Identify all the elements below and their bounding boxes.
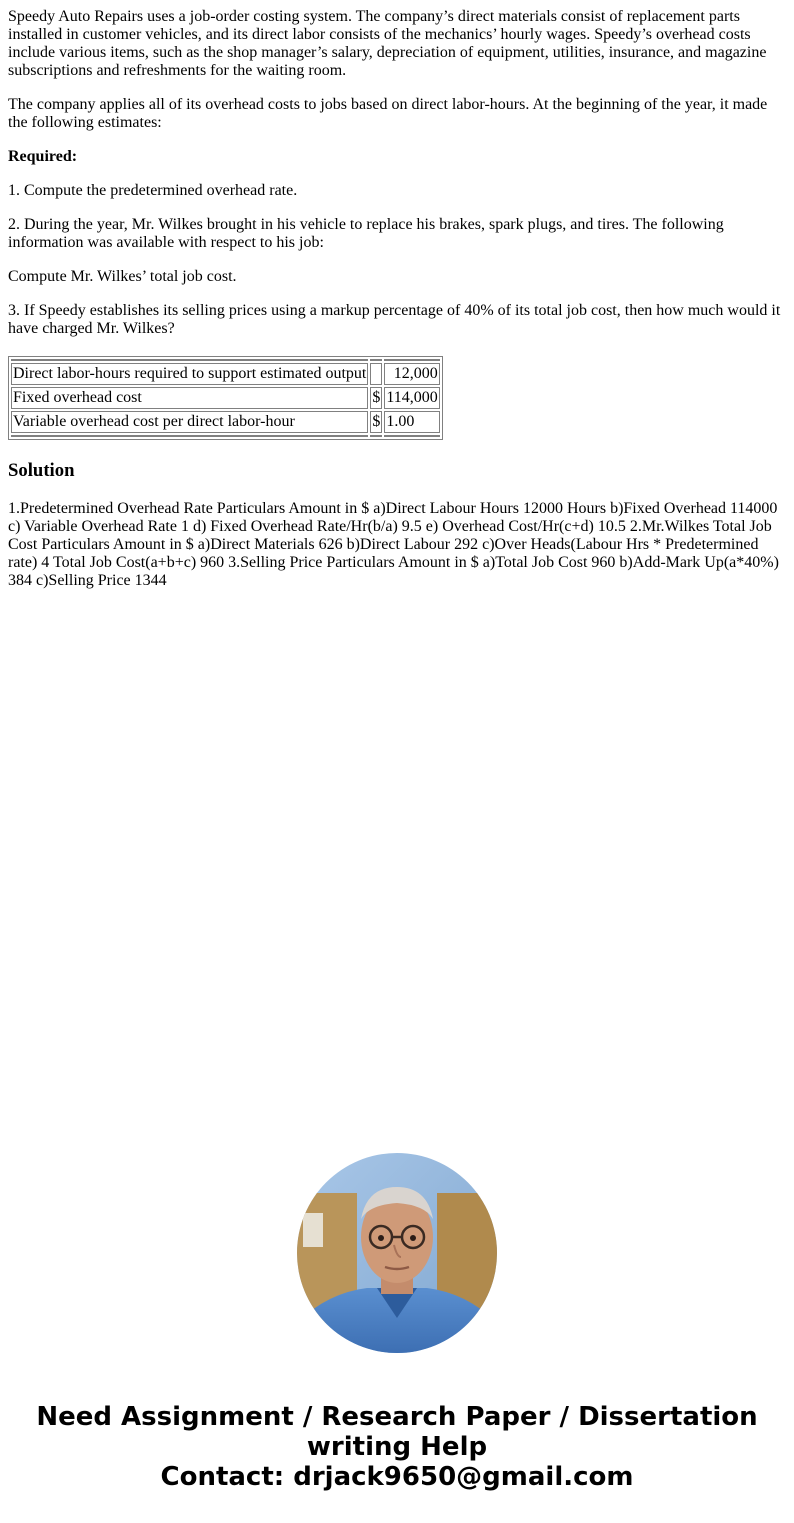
table-cell-label: Fixed overhead cost — [11, 387, 368, 409]
table-spacer-row — [11, 435, 440, 437]
solution-text: 1.Predetermined Overhead Rate Particulars Amount in $ a)Direct Labour Hours 12000 Hours b)Fixed Overhead 114000 c) Variable Overhead Rate 1 d) Fixed Overhead Rate/Hr(b/a) 9.5 e) Overhead Cost/Hr(c+d) 10.5 2.Mr.Wilkes Total Job Cost Particulars Amount in $ a)Direct Materials 626 b)Direct Labour 292 c)Over Heads(Labour Hrs * Predetermined rate) 4 Total Job Cost(a+b+c) 960 3.Selling Price Particulars Amount in $ a)Total Job Cost 960 b)Add-Mark Up(a*40%) 384 c)Selling Price 1344 — [8, 500, 779, 589]
footer-line-1: Need Assignment / Research Paper / Dissertation — [36, 1402, 758, 1432]
table-cell-label: Direct labor-hours required to support estimated output — [11, 363, 368, 385]
table-cell-symbol — [370, 363, 382, 385]
solution-heading: Solution — [8, 460, 75, 481]
footer-line-2: writing Help — [306, 1432, 488, 1462]
problem-paragraph-2: The company applies all of its overhead costs to jobs based on direct labor-hours. At the beginning of the year, it made the following estimates: — [8, 96, 768, 131]
question-2: 2. During the year, Mr. Wilkes brought in his vehicle to replace his brakes, spark plugs, and tires. The following information was available with respect to his job: — [8, 216, 724, 251]
problem-paragraph-1: Speedy Auto Repairs uses a job-order costing system. The company’s direct materials consist of replacement parts installed in customer vehicles, and its direct labor consists of the mechanics’ hourly wages. Speedy’s overhead costs include various items, such as the shop manager’s salary, depreciation of equipment, utilities, insurance, and magazine subscriptions and refreshments for the waiting room. — [8, 8, 767, 79]
table-row — [11, 363, 440, 385]
estimates-table — [8, 356, 443, 440]
table-cell-symbol: $ — [370, 411, 382, 433]
table-spacer-row — [11, 359, 440, 361]
table-row — [11, 387, 440, 409]
document-content — [8, 8, 786, 606]
table-row — [11, 411, 440, 433]
table-cell-value: 12,000 — [384, 363, 439, 385]
tutor-avatar-icon — [297, 1153, 497, 1353]
table-cell-value: 1.00 — [384, 411, 439, 433]
contact-footer — [0, 1402, 794, 1492]
required-label: Required: — [8, 148, 78, 165]
table-cell-symbol: $ — [370, 387, 382, 409]
question-3: 3. If Speedy establishes its selling prices using a markup percentage of 40% of its total job cost, then how much would it have charged Mr. Wilkes? — [8, 302, 781, 337]
footer-contact-line: Contact: drjack9650@gmail.com — [160, 1462, 634, 1492]
table-cell-value: 114,000 — [384, 387, 439, 409]
question-2-instruction: Compute Mr. Wilkes’ total job cost. — [8, 268, 237, 285]
question-1: 1. Compute the predetermined overhead rate. — [8, 182, 298, 199]
table-cell-label: Variable overhead cost per direct labor-hour — [11, 411, 368, 433]
